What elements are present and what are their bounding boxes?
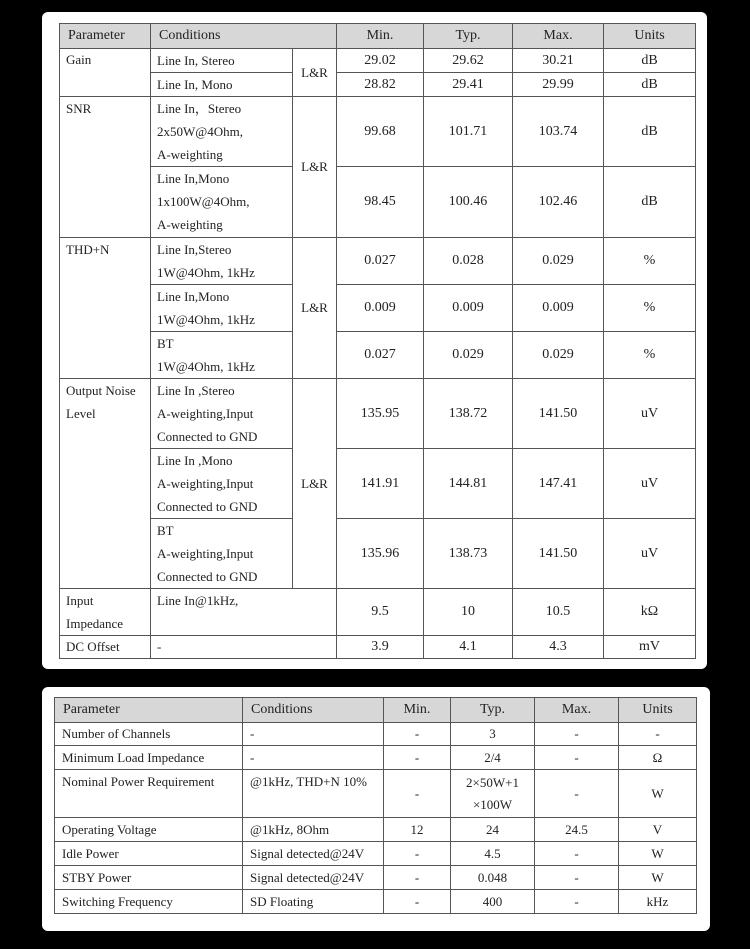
thd-min-3: 0.027 [337, 332, 424, 379]
table-row [60, 238, 696, 285]
impedance-typ: 10 [424, 589, 513, 636]
thd-min-2: 0.009 [337, 285, 424, 332]
typ-cell: 0.048 [451, 866, 535, 890]
header-units: Units [619, 698, 697, 723]
table-row [60, 589, 696, 636]
table-row [55, 842, 697, 866]
param-cell: STBY Power [55, 866, 243, 890]
impedance-min: 9.5 [337, 589, 424, 636]
typ-cell: 3 [451, 723, 535, 746]
gain-cond-2: Line In, Mono [151, 73, 293, 97]
typ-cell: 4.5 [451, 842, 535, 866]
offset-cond: - [151, 636, 337, 659]
noise-typ-3: 138.73 [424, 519, 513, 589]
param-offset: DC Offset [60, 636, 151, 659]
param-cell: Idle Power [55, 842, 243, 866]
cond-cell: - [243, 723, 384, 746]
typ-cell: 24 [451, 818, 535, 842]
max-cell: - [535, 770, 619, 818]
header-max: Max. [535, 698, 619, 723]
param-cell: Switching Frequency [55, 890, 243, 914]
param-noise: Output Noise Level [60, 379, 151, 589]
snr-max-1: 103.74 [513, 97, 604, 167]
thd-typ-1: 0.028 [424, 238, 513, 285]
offset-max: 4.3 [513, 636, 604, 659]
power-spec-table [54, 697, 697, 914]
cond-cell: Signal detected@24V [243, 842, 384, 866]
table-row [60, 332, 696, 379]
max-cell: - [535, 890, 619, 914]
header-min: Min. [337, 24, 424, 49]
max-cell: - [535, 866, 619, 890]
noise-min-1: 135.95 [337, 379, 424, 449]
snr-typ-1: 101.71 [424, 97, 513, 167]
table-header-row [55, 698, 697, 723]
noise-max-1: 141.50 [513, 379, 604, 449]
thd-max-1: 0.029 [513, 238, 604, 285]
noise-unit-1: uV [604, 379, 696, 449]
min-cell: - [384, 723, 451, 746]
noise-unit-2: uV [604, 449, 696, 519]
thd-unit-2: % [604, 285, 696, 332]
snr-cond-2: Line In,Mono 1x100W@4Ohm, A-weighting [151, 167, 293, 238]
thd-lr: L&R [293, 238, 337, 379]
offset-typ: 4.1 [424, 636, 513, 659]
noise-cond-1: Line In ,Stereo A-weighting,Input Connected to GND [151, 379, 293, 449]
max-cell: - [535, 842, 619, 866]
noise-typ-1: 138.72 [424, 379, 513, 449]
gain-min-2: 28.82 [337, 73, 424, 97]
snr-typ-2: 100.46 [424, 167, 513, 238]
thd-min-1: 0.027 [337, 238, 424, 285]
noise-max-3: 141.50 [513, 519, 604, 589]
unit-cell: Ω [619, 746, 697, 770]
param-cell: Nominal Power Requirement [55, 770, 243, 818]
gain-typ-1: 29.62 [424, 49, 513, 73]
offset-min: 3.9 [337, 636, 424, 659]
snr-cond-1: Line In，Stereo 2x50W@4Ohm, A-weighting [151, 97, 293, 167]
cond-cell: @1kHz, 8Ohm [243, 818, 384, 842]
noise-cond-2: Line In ,Mono A-weighting,Input Connected to GND [151, 449, 293, 519]
unit-cell: V [619, 818, 697, 842]
noise-lr: L&R [293, 379, 337, 589]
thd-typ-3: 0.029 [424, 332, 513, 379]
cond-cell: SD Floating [243, 890, 384, 914]
audio-spec-table [59, 23, 696, 659]
header-typ: Typ. [424, 24, 513, 49]
impedance-unit: kΩ [604, 589, 696, 636]
table-row [60, 379, 696, 449]
cond-cell: @1kHz, THD+N 10% [243, 770, 384, 818]
table-row [60, 167, 696, 238]
gain-max-2: 29.99 [513, 73, 604, 97]
unit-cell: W [619, 842, 697, 866]
table-row [60, 285, 696, 332]
table-row [55, 890, 697, 914]
header-conditions: Conditions [151, 24, 337, 49]
min-cell: 12 [384, 818, 451, 842]
min-cell: - [384, 746, 451, 770]
noise-max-2: 147.41 [513, 449, 604, 519]
gain-typ-2: 29.41 [424, 73, 513, 97]
thd-cond-3: BT 1W@4Ohm, 1kHz [151, 332, 293, 379]
cond-cell: Signal detected@24V [243, 866, 384, 890]
snr-min-2: 98.45 [337, 167, 424, 238]
param-thd: THD+N [60, 238, 151, 379]
table-row [55, 818, 697, 842]
thd-unit-1: % [604, 238, 696, 285]
noise-cond-3: BT A-weighting,Input Connected to GND [151, 519, 293, 589]
typ-cell: 2/4 [451, 746, 535, 770]
table-row [60, 636, 696, 659]
thd-cond-1: Line In,Stereo 1W@4Ohm, 1kHz [151, 238, 293, 285]
unit-cell: - [619, 723, 697, 746]
header-units: Units [604, 24, 696, 49]
typ-cell: 400 [451, 890, 535, 914]
table-row [60, 449, 696, 519]
table-row [60, 73, 696, 97]
param-cell: Minimum Load Impedance [55, 746, 243, 770]
min-cell: - [384, 890, 451, 914]
header-min: Min. [384, 698, 451, 723]
gain-unit-2: dB [604, 73, 696, 97]
noise-typ-2: 144.81 [424, 449, 513, 519]
impedance-cond: Line In@1kHz, [151, 589, 337, 636]
offset-unit: mV [604, 636, 696, 659]
typ-cell: 2×50W+1 ×100W [451, 770, 535, 818]
min-cell: - [384, 842, 451, 866]
param-impedance: Input Impedance [60, 589, 151, 636]
unit-cell: W [619, 866, 697, 890]
table-row [60, 97, 696, 167]
gain-min-1: 29.02 [337, 49, 424, 73]
thd-max-3: 0.029 [513, 332, 604, 379]
table-row [55, 770, 697, 818]
unit-cell: W [619, 770, 697, 818]
gain-max-1: 30.21 [513, 49, 604, 73]
thd-unit-3: % [604, 332, 696, 379]
noise-min-3: 135.96 [337, 519, 424, 589]
snr-unit-2: dB [604, 167, 696, 238]
header-typ: Typ. [451, 698, 535, 723]
param-cell: Number of Channels [55, 723, 243, 746]
gain-unit-1: dB [604, 49, 696, 73]
snr-min-1: 99.68 [337, 97, 424, 167]
table-row [60, 519, 696, 589]
header-conditions: Conditions [243, 698, 384, 723]
thd-cond-2: Line In,Mono 1W@4Ohm, 1kHz [151, 285, 293, 332]
cond-cell: - [243, 746, 384, 770]
table-row [55, 866, 697, 890]
min-cell: - [384, 770, 451, 818]
snr-max-2: 102.46 [513, 167, 604, 238]
param-gain: Gain [60, 49, 151, 97]
table-row [60, 49, 696, 73]
table-row [55, 746, 697, 770]
header-max: Max. [513, 24, 604, 49]
thd-typ-2: 0.009 [424, 285, 513, 332]
max-cell: - [535, 723, 619, 746]
thd-max-2: 0.009 [513, 285, 604, 332]
min-cell: - [384, 866, 451, 890]
snr-unit-1: dB [604, 97, 696, 167]
snr-lr: L&R [293, 97, 337, 238]
header-parameter: Parameter [60, 24, 151, 49]
unit-cell: kHz [619, 890, 697, 914]
noise-unit-3: uV [604, 519, 696, 589]
spec-card-audio [42, 12, 707, 669]
noise-min-2: 141.91 [337, 449, 424, 519]
impedance-max: 10.5 [513, 589, 604, 636]
param-snr: SNR [60, 97, 151, 238]
table-row [55, 723, 697, 746]
max-cell: 24.5 [535, 818, 619, 842]
header-parameter: Parameter [55, 698, 243, 723]
max-cell: - [535, 746, 619, 770]
table-header-row [60, 24, 696, 49]
gain-cond-1: Line In, Stereo [151, 49, 293, 73]
param-cell: Operating Voltage [55, 818, 243, 842]
gain-lr: L&R [293, 49, 337, 97]
spec-card-power [42, 687, 710, 931]
